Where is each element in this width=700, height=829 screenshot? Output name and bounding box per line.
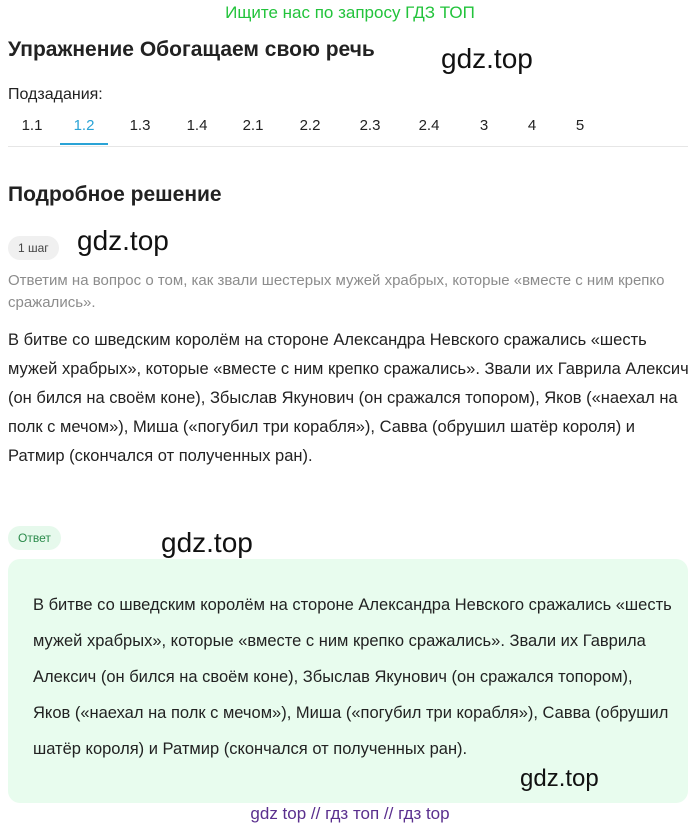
subtask-tabs bbox=[8, 110, 688, 147]
tab-2-1[interactable]: 2.1 bbox=[242, 117, 264, 134]
answer-badge: Ответ bbox=[8, 526, 61, 550]
tab-1-4[interactable]: 1.4 bbox=[186, 117, 208, 134]
step-badge: 1 шаг bbox=[8, 236, 59, 260]
tab-1-1[interactable]: 1.1 bbox=[21, 117, 43, 134]
subtasks-label: Подзадания: bbox=[8, 86, 103, 103]
tab-4[interactable]: 4 bbox=[527, 117, 537, 134]
tab-3[interactable]: 3 bbox=[479, 117, 489, 134]
solution-text: В битве со шведским королём на стороне Александра Невского сражались «шесть мужей храбрых», которые «вместе с ним крепко сражались». Звали их Гаврила Алексич (он бился на своём коне), Збыслав Якунович (он сражался топором), Яков («наехал на полк с мечом»), Миша («погубил три корабля»), Савва (обрушил шатёр короля) и Ратмир (скончался от полученных ран). bbox=[8, 331, 689, 465]
watermark: gdz.top bbox=[441, 43, 533, 74]
tab-2-3[interactable]: 2.3 bbox=[359, 117, 381, 134]
tab-1-3[interactable]: 1.3 bbox=[129, 117, 151, 134]
answer-text: В битве со шведским королём на стороне Александра Невского сражались «шесть мужей храбрых», которые «вместе с ним крепко сражались». Звали их Гаврила Алексич (он бился на своём коне), Збыслав Якунович (он сражался топором), Яков («наехал на полк с мечом»), Миша («погубил три корабля»), Савва (обрушил шатёр короля) и Ратмир (скончался от полученных ран). bbox=[33, 596, 672, 758]
tab-5[interactable]: 5 bbox=[575, 117, 585, 134]
watermark: gdz.top bbox=[77, 225, 169, 256]
tab-1-2[interactable]: 1.2 bbox=[73, 117, 95, 134]
section-title: Подробное решение bbox=[8, 183, 222, 206]
search-banner: Ищите нас по запросу ГДЗ ТОП bbox=[225, 3, 475, 22]
watermark: gdz.top bbox=[161, 527, 253, 558]
footer-links: gdz top // гдз топ // гдз top bbox=[250, 804, 450, 823]
active-tab-indicator bbox=[60, 143, 108, 145]
page-title: Упражнение Обогащаем свою речь bbox=[8, 38, 375, 61]
tab-2-2[interactable]: 2.2 bbox=[299, 117, 321, 134]
step-hint: Ответим на вопрос о том, как звали шестерых мужей храбрых, которые «вместе с ним крепко сражались». bbox=[8, 272, 665, 311]
tab-2-4[interactable]: 2.4 bbox=[418, 117, 440, 134]
watermark: gdz.top bbox=[520, 765, 599, 792]
